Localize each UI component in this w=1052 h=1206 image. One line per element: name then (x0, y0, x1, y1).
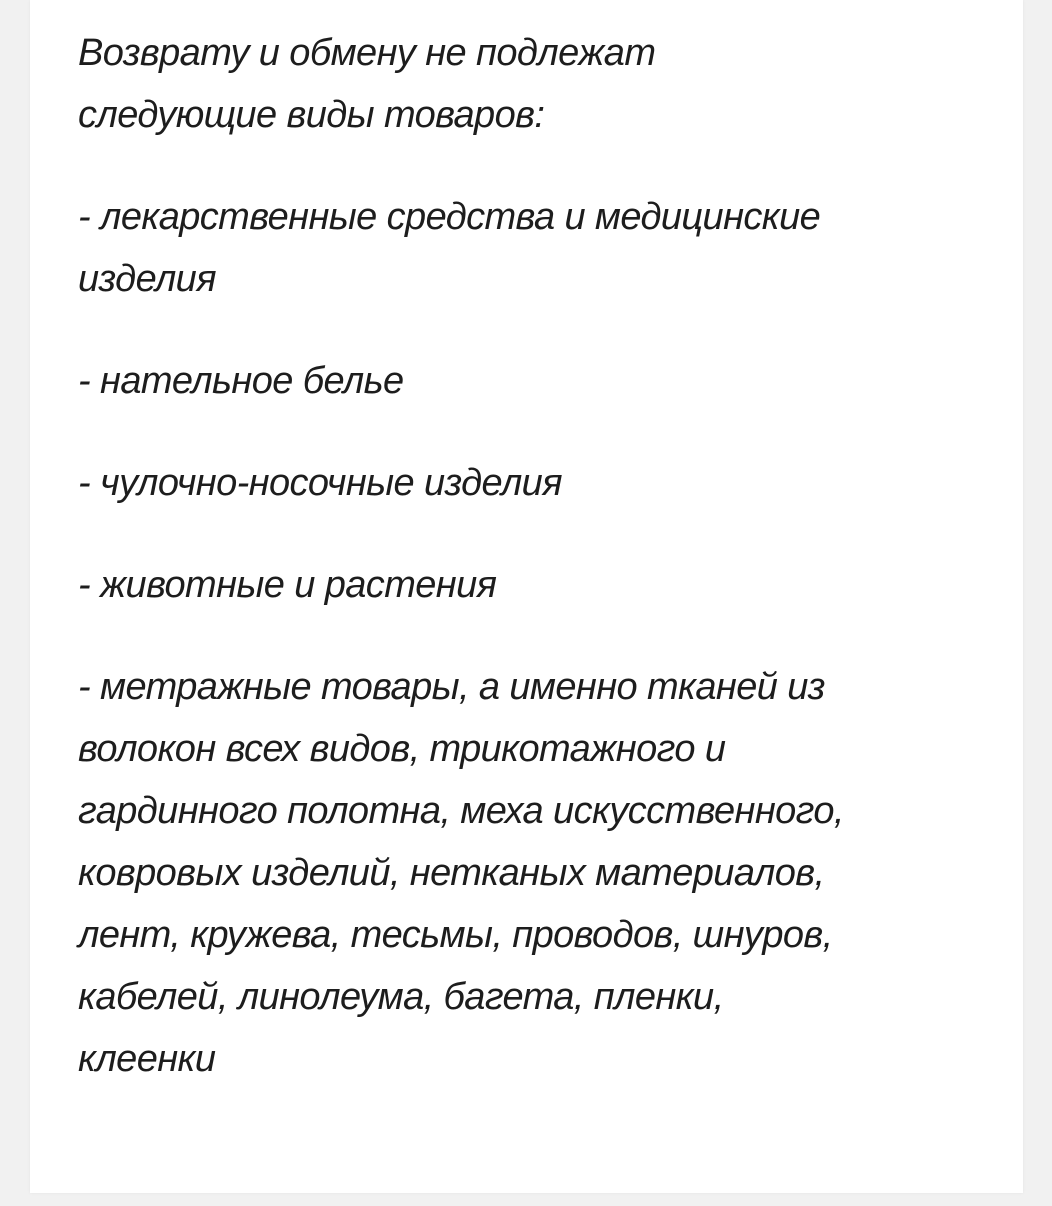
list-item: - метражные товары, а именно тканей из волокон всех видов, трикотажного и гардинного полотна, меха искусственного, ковровых изделий, нетканых материалов, лент, кружева, тесьмы, проводов, шнуров, кабелей, линолеума, багета, пленки, клеенки (78, 666, 844, 1080)
document-text (78, 22, 988, 1090)
list-item: - лекарственные средства и медицинские изделия (78, 196, 821, 300)
list-item: - нательное белье (78, 360, 404, 402)
intro-paragraph: Возврату и обмену не подлежат следующие виды товаров: (78, 32, 656, 136)
list-item: - чулочно-носочные изделия (78, 462, 562, 504)
list-item: - животные и растения (78, 564, 497, 606)
